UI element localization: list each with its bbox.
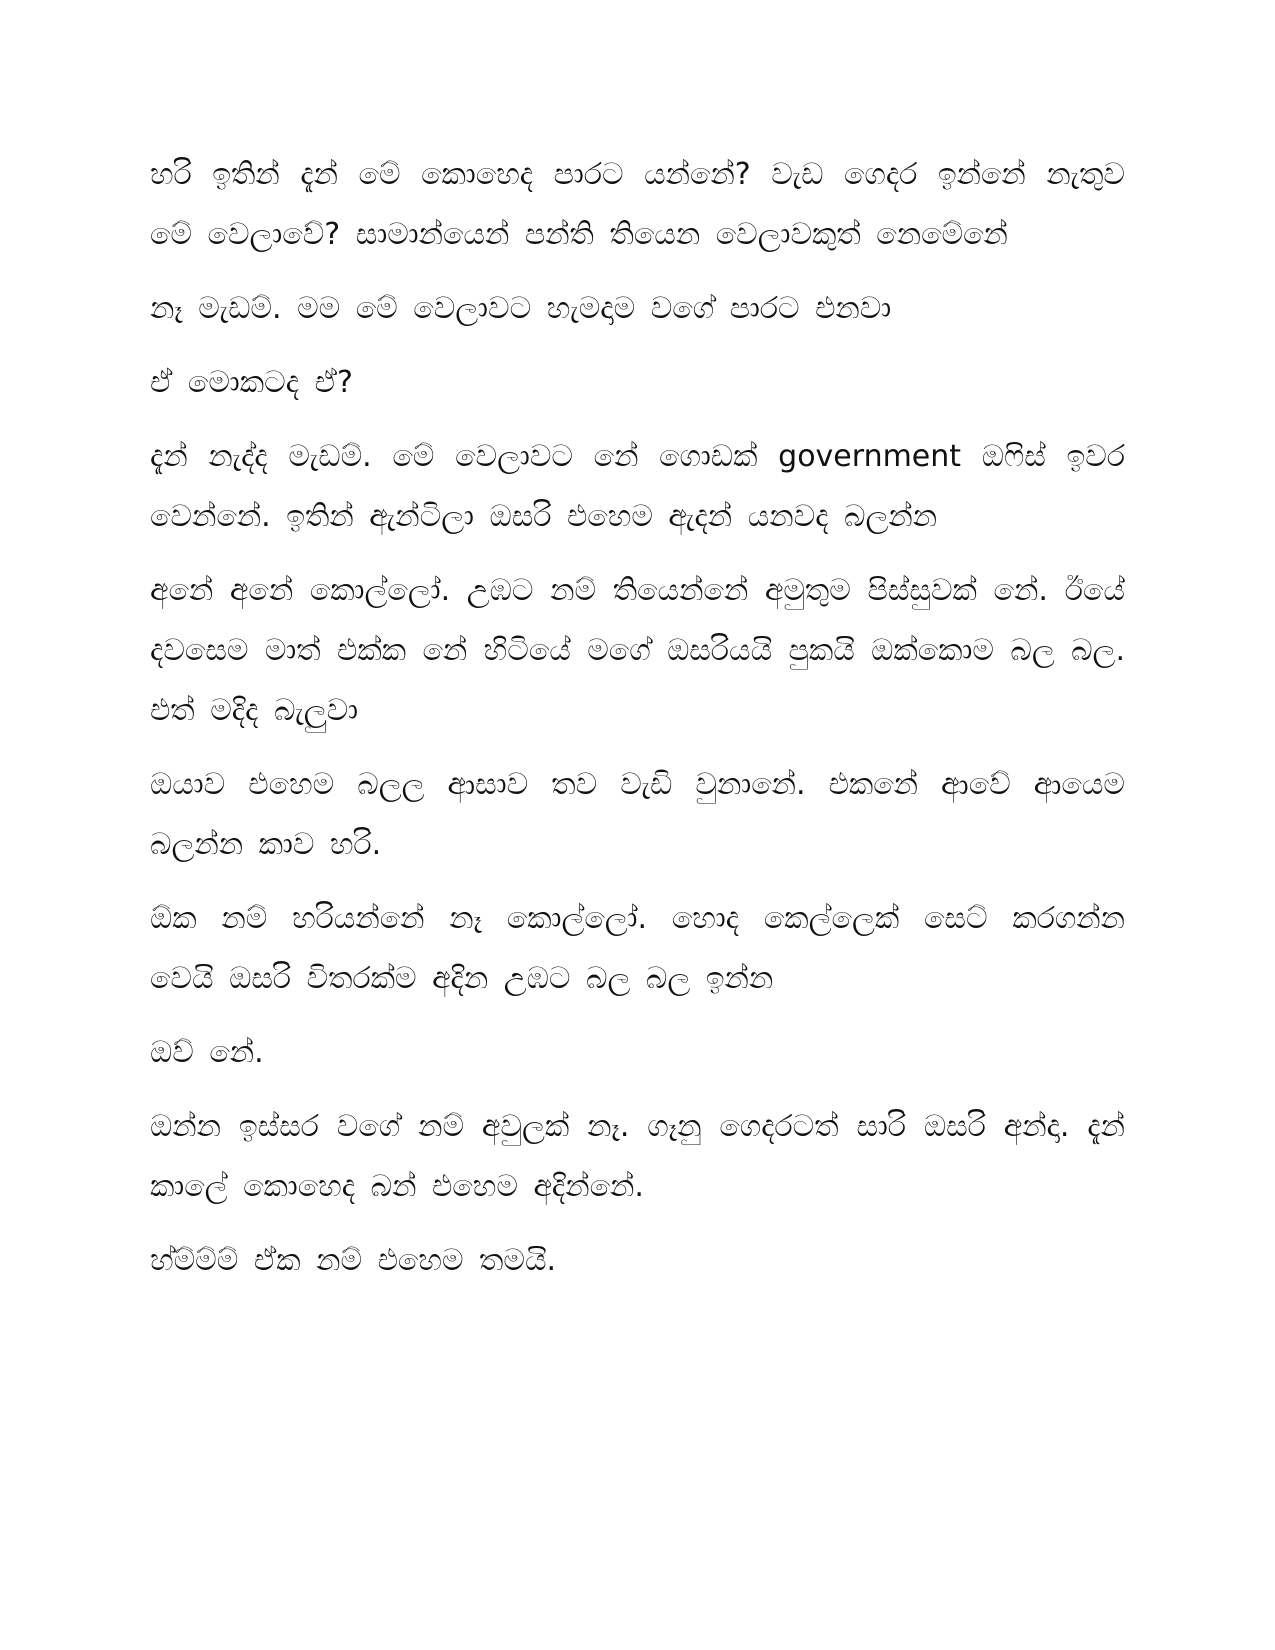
paragraph-7: ඕක නම් හරියන්නේ නෑ කොල්ලෝ. හොද කෙල්ලෙක් සෙට් කරගන්න වෙයි ඔසරි විතරක්ම අදින උඹට බල බල ඉන්න <box>150 901 1125 996</box>
paragraph-1: හරි ඉතින් දැන් මේ කොහෙද පාරට යන්නේ? වැඩ ගෙදර ඉන්නේ නැතුව මේ වෙලාවේ? සාමාන්යෙන් පන්ති තියෙන වෙලාවකුත් නෙමේනේ <box>150 157 1125 252</box>
paragraph-3: ඒ මොකටද ඒ? <box>150 365 353 400</box>
paragraph-8: ඔව් නේ. <box>150 1035 264 1070</box>
paragraph-5: අනේ අනේ කොල්ලෝ. උඹට නම් තියෙන්නේ අමුතුම පිස්සුවක් නේ. ඊයේ දවසෙම මාත් එක්ක නේ හිටියේ මගේ ඔසරියයි පුකයි ඔක්කොම බල බල. එත් මදිද බැලුවා <box>150 573 1125 728</box>
paragraph-4: දැන් නැද්ද මැඩම්. මේ වෙලාවට නේ ගොඩක් government ඔෆිස් ඉවර වෙන්නේ. ඉතින් ඇන්ටිලා ඔසරි එහෙම ඇදන් යනවද බලන්න <box>150 439 1125 534</box>
paragraph-9: ඔන්න ඉස්සර වගේ නම් අවුලක් නෑ. ගෑනු ගෙදරටත් සාරි ඔසරි අන්දා. දැන් කාලේ කොහෙද බන් එහෙම අදින්නේ. <box>150 1109 1125 1204</box>
paragraph-6: ඔයාව එහෙම බලල ආසාව තව වැඩි වුනානේ. එකනේ ආවේ ආයෙම බලන්න කාව හරි. <box>150 767 1125 862</box>
paragraph-2: නෑ මැඩම්. මම මේ වෙලාවට හැමදාම වගේ පාරට එනවා <box>150 291 892 326</box>
body-text <box>150 145 1125 1305</box>
paragraph-10: හ්ම්ම්ම් ඒක නම් එහෙම තමයි. <box>150 1243 557 1278</box>
